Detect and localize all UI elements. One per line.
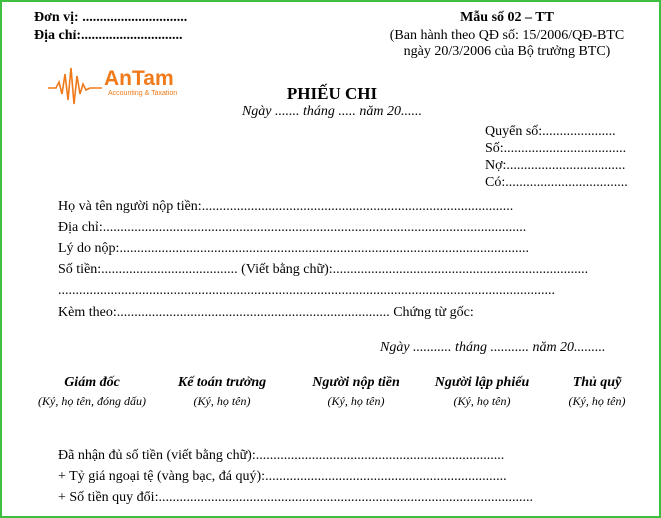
exchange-rate-field: + Tỷ giá ngoại tệ (vàng bạc, đá quý):..................................................................... bbox=[58, 469, 507, 484]
amount-field: Số tiền:....................................... (Viết bằng chữ):......................................................................... bbox=[58, 262, 589, 277]
attached-documents-field: Kèm theo:.............................................................................. Chứng từ gốc: bbox=[58, 305, 474, 320]
signature-preparer-title: Người lập phiếu bbox=[434, 375, 530, 390]
decision-line-2: ngày 20/3/2006 của Bộ trưởng BTC) bbox=[403, 44, 611, 59]
number-field: Số:................................... bbox=[485, 141, 627, 156]
signature-director-title: Giám đốc bbox=[64, 375, 120, 390]
signature-cashier-note: (Ký, họ tên) bbox=[568, 394, 626, 408]
date-line: Ngày ....... tháng ..... năm 20...... bbox=[241, 104, 423, 119]
signature-payer-title: Người nộp tiền bbox=[312, 375, 400, 390]
signature-chief-accountant-note: (Ký, họ tên) bbox=[193, 394, 251, 408]
waveform-icon bbox=[46, 64, 206, 108]
signature-payer-note: (Ký, họ tên) bbox=[327, 394, 385, 408]
svg-text:AnTam: AnTam bbox=[104, 67, 174, 90]
signature-director-note: (Ký, họ tên, đóng dấu) bbox=[38, 394, 146, 408]
unit-field: Đơn vị: .............................. bbox=[34, 10, 188, 25]
reason-field: Lý do nộp:..................................................................................................................... bbox=[58, 241, 529, 256]
amount-continued-line: .............................................................................................................................................. bbox=[58, 283, 555, 298]
svg-text:Accounting & Taxation: Accounting & Taxation bbox=[108, 90, 178, 97]
decision-line-1: (Ban hành theo QĐ số: 15/2006/QĐ-BTC bbox=[389, 28, 625, 43]
book-number-field: Quyển số:..................... bbox=[485, 124, 616, 139]
signing-date-line: Ngày ........... tháng ........... năm 20......... bbox=[380, 340, 606, 355]
debit-field: Nợ:.................................. bbox=[485, 158, 626, 173]
signature-preparer-note: (Ký, họ tên) bbox=[453, 394, 511, 408]
signature-cashier-title: Thủ quỹ bbox=[572, 375, 622, 390]
received-amount-field: Đã nhận đủ số tiền (viết bằng chữ):....................................................................... bbox=[58, 448, 505, 463]
page-title: PHIẾU CHI bbox=[286, 84, 378, 103]
form-number: Mẫu số 02 – TT bbox=[460, 10, 554, 25]
credit-field: Có:................................... bbox=[485, 175, 628, 190]
payer-name-field: Họ và tên người nộp tiền:......................................................................................... bbox=[58, 199, 514, 214]
converted-amount-field: + Số tiền quy đổi:........................................................................................................... bbox=[58, 490, 533, 505]
address-header-field: Địa chỉ:............................. bbox=[34, 28, 183, 43]
signature-chief-accountant-title: Kế toán trưởng bbox=[177, 375, 267, 390]
antam-logo bbox=[46, 64, 206, 108]
payer-address-field: Địa chỉ:......................................................................................................................... bbox=[58, 220, 527, 235]
